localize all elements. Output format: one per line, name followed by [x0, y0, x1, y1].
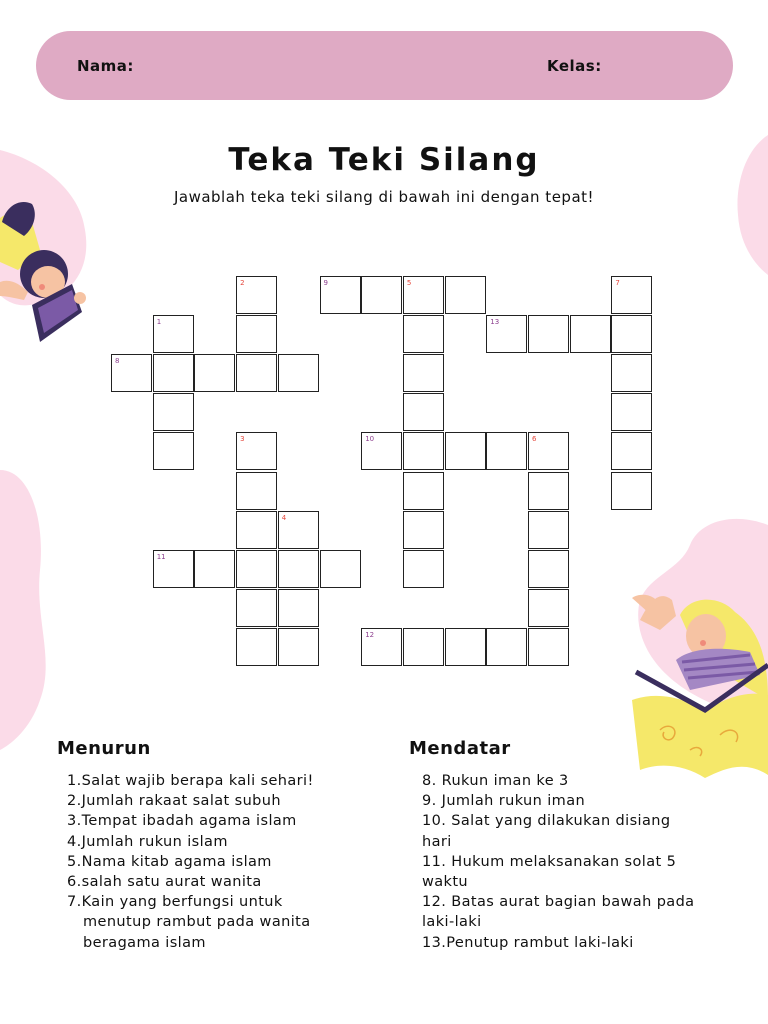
crossword-cell[interactable]	[194, 354, 235, 392]
crossword-cell[interactable]	[153, 354, 194, 392]
crossword-cell[interactable]	[445, 628, 486, 666]
crossword-cell[interactable]	[278, 589, 319, 627]
clue-line: menutup rambut pada wanita	[83, 914, 311, 931]
crossword-cell[interactable]	[528, 315, 569, 353]
cell-number: 4	[281, 513, 287, 522]
clue-line: waktu	[422, 874, 469, 891]
class-label: Kelas:	[547, 57, 602, 75]
menurun-clue-list	[67, 771, 314, 953]
clue-line: beragama islam	[83, 934, 206, 951]
crossword-cell[interactable]	[528, 589, 569, 627]
crossword-cell[interactable]	[486, 315, 527, 353]
clue-line: 8. Rukun iman ke 3	[422, 773, 569, 789]
clue-line: laki-laki	[422, 914, 482, 931]
crossword-cell[interactable]	[236, 276, 277, 314]
crossword-cell[interactable]	[570, 315, 611, 353]
cell-number: 12	[365, 630, 375, 639]
clue-line: 6.salah satu aurat wanita	[67, 874, 262, 891]
clue-line: 5.Nama kitab agama islam	[67, 853, 272, 870]
cell-number: 1	[156, 318, 162, 327]
crossword-cell[interactable]	[528, 432, 569, 470]
crossword-cell[interactable]	[153, 315, 194, 353]
crossword-cell[interactable]	[403, 628, 444, 666]
crossword-cell[interactable]	[445, 432, 486, 470]
menurun-heading: Menurun	[57, 738, 151, 759]
name-label: Nama:	[77, 57, 134, 75]
clue-line: hari	[422, 833, 452, 850]
cell-number: 2	[240, 279, 245, 287]
crossword-cell[interactable]	[403, 393, 444, 431]
cell-number: 6	[532, 435, 537, 444]
crossword-cell[interactable]	[611, 432, 652, 470]
crossword-cell[interactable]	[611, 276, 652, 314]
crossword-cell[interactable]	[486, 432, 527, 470]
crossword-cell[interactable]	[236, 432, 277, 470]
crossword-cell[interactable]	[528, 472, 569, 510]
crossword-cell[interactable]	[486, 628, 527, 666]
crossword-cell[interactable]	[111, 354, 152, 392]
crossword-cell[interactable]	[236, 511, 277, 549]
cell-number: 3	[240, 435, 245, 444]
clue-line: 13.Penutup rambut laki-laki	[422, 934, 634, 951]
crossword-cell[interactable]	[403, 354, 444, 392]
crossword-cell[interactable]	[236, 472, 277, 510]
crossword-cell[interactable]	[236, 628, 277, 666]
crossword-cell[interactable]	[153, 550, 194, 588]
cell-number: 7	[615, 279, 620, 287]
crossword-cell[interactable]	[320, 550, 361, 588]
pink-blob-left-bottom	[0, 470, 46, 750]
crossword-cell[interactable]	[445, 276, 486, 314]
clue-line: 7.Kain yang berfungsi untuk	[67, 894, 283, 911]
crossword-cell[interactable]	[278, 550, 319, 588]
clue-line: 12. Batas aurat bagian bawah pada	[422, 894, 695, 911]
crossword-cell[interactable]	[361, 628, 402, 666]
name-class-header-bar	[36, 31, 733, 100]
cell-number: 5	[406, 279, 412, 287]
crossword-cell[interactable]	[236, 550, 277, 588]
crossword-cell[interactable]	[361, 276, 402, 314]
crossword-cell[interactable]	[278, 628, 319, 666]
clue-line: 3.Tempat ibadah agama islam	[67, 813, 297, 830]
mendatar-clue-list	[422, 771, 694, 953]
clue-line: 1.Salat wajib berapa kali sehari!	[67, 773, 314, 789]
crossword-cell[interactable]	[153, 432, 194, 470]
crossword-cell[interactable]	[236, 589, 277, 627]
crossword-cell[interactable]	[611, 393, 652, 431]
crossword-cell[interactable]	[236, 354, 277, 392]
crossword-cell[interactable]	[528, 550, 569, 588]
crossword-cell[interactable]	[611, 354, 652, 392]
clue-line: 9. Jumlah rukun iman	[422, 793, 586, 810]
cell-number: 8	[115, 357, 120, 366]
mendatar-heading: Mendatar	[409, 738, 511, 759]
cell-number: 10	[365, 435, 375, 444]
crossword-cell[interactable]	[361, 432, 402, 470]
cell-number: 11	[156, 552, 166, 561]
cell-number: 13	[490, 318, 500, 327]
crossword-cell[interactable]	[403, 511, 444, 549]
clue-line: 11. Hukum melaksanakan solat 5	[422, 853, 677, 870]
crossword-cell[interactable]	[278, 511, 319, 549]
clue-line: 10. Salat yang dilakukan disiang	[422, 813, 671, 830]
crossword-cell[interactable]	[403, 276, 444, 314]
crossword-cell[interactable]	[153, 393, 194, 431]
crossword-cell[interactable]	[611, 315, 652, 353]
crossword-cell[interactable]	[194, 550, 235, 588]
crossword-cell[interactable]	[403, 472, 444, 510]
crossword-cell[interactable]	[320, 276, 361, 314]
crossword-cell[interactable]	[528, 628, 569, 666]
crossword-cell[interactable]	[278, 354, 319, 392]
crossword-cell[interactable]	[236, 315, 277, 353]
instruction-text: Jawablah teka teki silang di bawah ini dengan tepat!	[173, 188, 595, 206]
cell-number: 9	[323, 279, 328, 287]
page-title: Teka Teki Silang	[228, 142, 540, 178]
crossword-cell[interactable]	[611, 472, 652, 510]
clue-line: 4.Jumlah rukun islam	[67, 833, 228, 850]
crossword-cell[interactable]	[403, 432, 444, 470]
crossword-cell[interactable]	[403, 315, 444, 353]
clue-line: 2.Jumlah rakaat salat subuh	[67, 793, 281, 810]
crossword-cell[interactable]	[528, 511, 569, 549]
crossword-cell[interactable]	[403, 550, 444, 588]
